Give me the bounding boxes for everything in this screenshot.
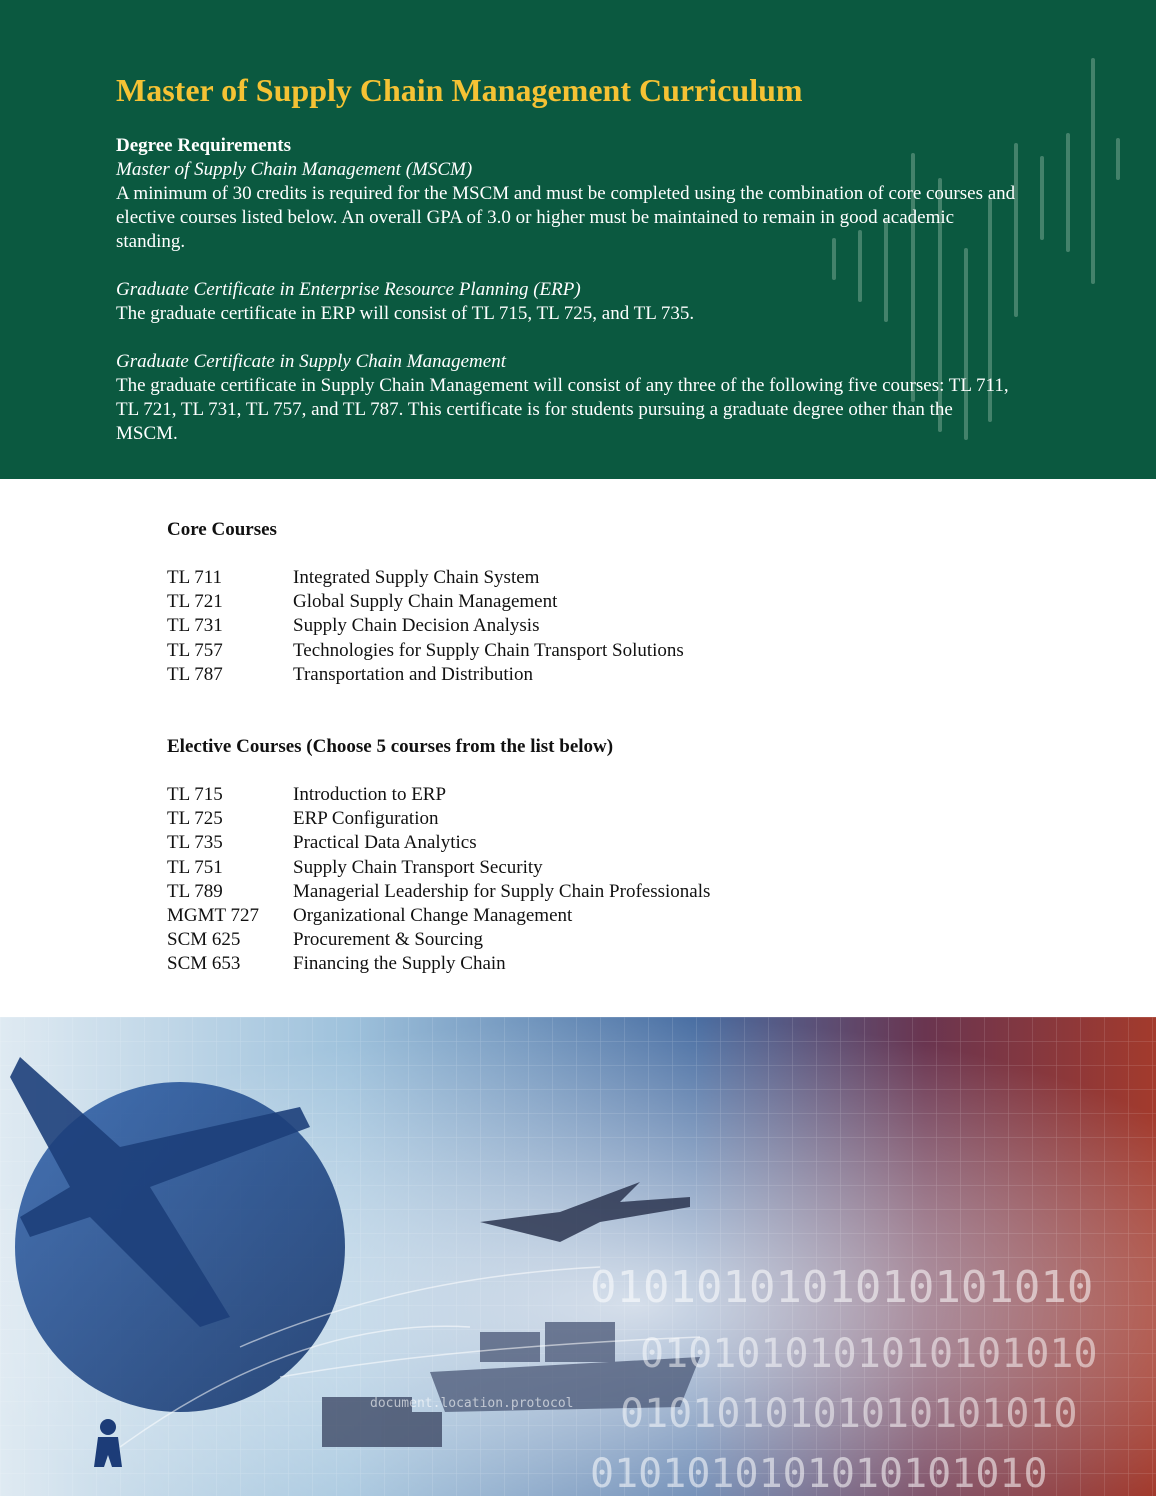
course-code: TL 735	[167, 832, 223, 854]
binary-text-3: 0101010101010101010	[620, 1391, 1078, 1437]
code-text: document.location.protocol	[370, 1396, 574, 1411]
course-name: Supply Chain Decision Analysis	[293, 615, 540, 637]
course-row	[167, 928, 967, 952]
course-name: Organizational Change Management	[293, 905, 573, 927]
course-row	[167, 663, 967, 687]
course-code: TL 711	[167, 567, 223, 588]
erp-certificate-text: The graduate certificate in ERP will consist of TL 715, TL 725, and TL 735.	[116, 303, 695, 324]
degree-requirements-heading: Degree Requirements	[116, 135, 291, 156]
mscm-label: Master of Supply Chain Management (MSCM)	[116, 159, 473, 180]
course-code: TL 721	[167, 591, 223, 613]
binary-text-4: 0101010101010101010	[590, 1451, 1048, 1496]
course-name: Procurement & Sourcing	[293, 929, 483, 951]
course-name: Supply Chain Transport Security	[293, 856, 543, 878]
elective-courses-heading: Elective Courses (Choose 5 courses from the list below)	[167, 736, 614, 758]
erp-certificate-label: Graduate Certificate in Enterprise Resource Planning (ERP)	[116, 279, 581, 300]
course-row	[167, 856, 967, 880]
header-banner	[0, 0, 1156, 479]
course-row	[167, 952, 967, 976]
course-row	[167, 904, 967, 928]
course-code: TL 731	[167, 615, 223, 637]
core-courses-heading: Core Courses	[167, 519, 277, 540]
course-row	[167, 880, 967, 904]
course-row	[167, 807, 967, 831]
course-row	[167, 831, 967, 855]
course-code: SCM 625	[167, 929, 241, 951]
course-code: TL 757	[167, 639, 223, 661]
core-courses-list	[167, 566, 967, 687]
elective-courses-list	[167, 783, 967, 977]
course-name: Managerial Leadership for Supply Chain Professionals	[293, 880, 711, 902]
mscm-text: A minimum of 30 credits is required for the MSCM and must be completed using the combination of core courses and elective courses listed below. An overall GPA of 3.0 or higher must be maintained to remain in good academic standing.	[116, 183, 1016, 252]
course-name: Technologies for Supply Chain Transport Solutions	[293, 639, 684, 661]
course-code: TL 725	[167, 808, 223, 830]
course-name: Global Supply Chain Management	[293, 591, 558, 613]
course-name: Financing the Supply Chain	[293, 953, 506, 975]
course-row	[167, 590, 967, 614]
scm-certificate-text: The graduate certificate in Supply Chain Management will consist of any three of the following five courses: TL 711, TL 721, TL 731, TL 757, and TL 787. This certificate is for students pursuing a graduate degree other than the MSCM.	[116, 375, 1009, 444]
course-row	[167, 783, 967, 807]
course-name: Introduction to ERP	[293, 784, 447, 806]
course-name: ERP Configuration	[293, 808, 439, 830]
course-code: MGMT 727	[167, 905, 260, 927]
course-code: TL 715	[167, 784, 223, 806]
course-lists	[167, 518, 967, 977]
course-code: TL 787	[167, 663, 223, 685]
course-name: Practical Data Analytics	[293, 832, 477, 854]
course-row	[167, 614, 967, 638]
scm-certificate-label: Graduate Certificate in Supply Chain Management	[116, 351, 506, 372]
binary-text-2: 0101010101010101010	[640, 1331, 1098, 1377]
course-code: TL 751	[167, 856, 223, 878]
page-title: Master of Supply Chain Management Curriculum	[116, 72, 803, 108]
course-row	[167, 639, 967, 663]
supply-chain-illustration	[0, 1017, 1156, 1496]
supply-chain-photo	[0, 1017, 1156, 1496]
course-code: TL 789	[167, 880, 223, 902]
course-code: SCM 653	[167, 953, 241, 975]
course-row	[167, 566, 967, 590]
binary-text-1: 0101010101010101010	[590, 1262, 1094, 1313]
header-content	[116, 70, 1016, 446]
course-name: Integrated Supply Chain System	[293, 567, 540, 588]
course-name: Transportation and Distribution	[293, 663, 533, 685]
